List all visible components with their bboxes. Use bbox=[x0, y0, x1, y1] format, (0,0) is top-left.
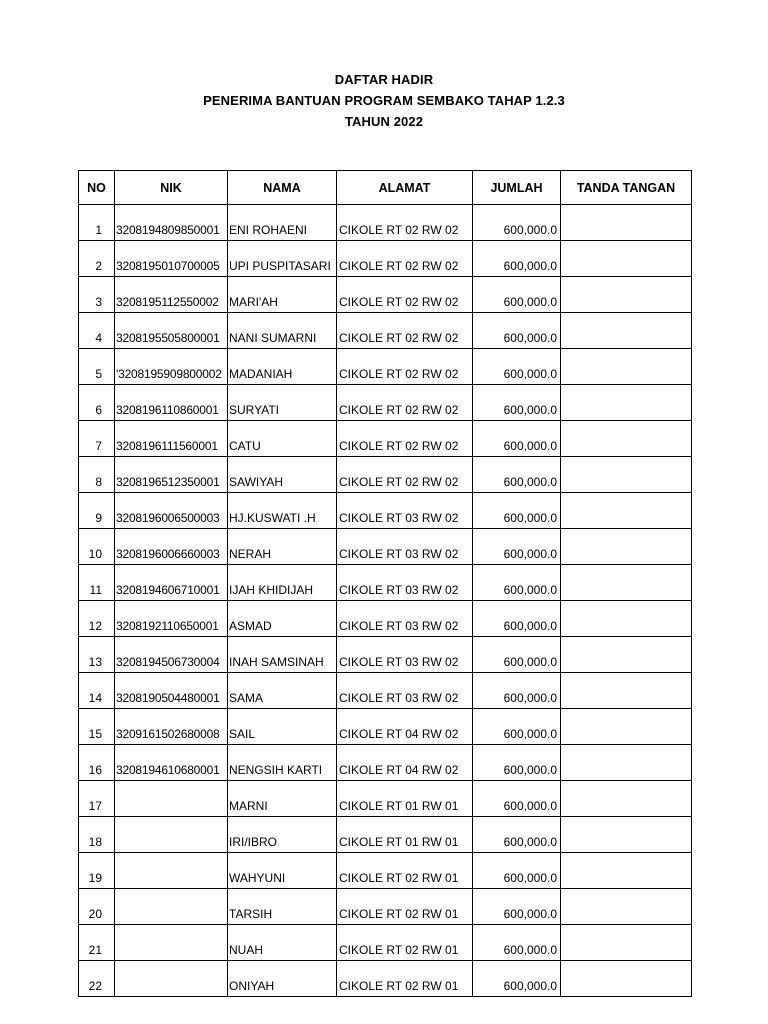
row-nik: 3208194606710001 bbox=[115, 565, 228, 601]
row-no: 21 bbox=[79, 925, 115, 961]
row-nik: '3208195909800002 bbox=[115, 349, 228, 385]
row-nik bbox=[115, 889, 228, 925]
row-alamat: CIKOLE RT 03 RW 02 bbox=[337, 565, 473, 601]
table-row bbox=[79, 529, 692, 565]
row-no: 6 bbox=[79, 385, 115, 421]
row-tanda-tangan bbox=[561, 205, 692, 241]
row-nama: NENGSIH KARTI bbox=[228, 745, 337, 781]
row-alamat: CIKOLE RT 02 RW 02 bbox=[337, 385, 473, 421]
row-nama: SURYATI bbox=[228, 385, 337, 421]
table-row bbox=[79, 817, 692, 853]
table-row bbox=[79, 709, 692, 745]
row-nama: SAIL bbox=[228, 709, 337, 745]
row-nik: 3208194809850001 bbox=[115, 205, 228, 241]
row-jumlah: 600,000.0 bbox=[473, 421, 561, 457]
row-no: 17 bbox=[79, 781, 115, 817]
row-nik: 3208195010700005 bbox=[115, 241, 228, 277]
row-jumlah: 600,000.0 bbox=[473, 709, 561, 745]
row-nik bbox=[115, 925, 228, 961]
row-nama: UPI PUSPITASARI bbox=[228, 241, 337, 277]
row-alamat: CIKOLE RT 01 RW 01 bbox=[337, 781, 473, 817]
table-row bbox=[79, 961, 692, 997]
row-alamat: CIKOLE RT 04 RW 02 bbox=[337, 745, 473, 781]
row-nik: 3208196006500003 bbox=[115, 493, 228, 529]
row-no: 12 bbox=[79, 601, 115, 637]
header-nik: NIK bbox=[115, 171, 228, 205]
row-nik: 3208196110860001 bbox=[115, 385, 228, 421]
row-nik: 3208195112550002 bbox=[115, 277, 228, 313]
row-nama: NERAH bbox=[228, 529, 337, 565]
row-alamat: CIKOLE RT 03 RW 02 bbox=[337, 637, 473, 673]
row-tanda-tangan bbox=[561, 961, 692, 997]
row-nik bbox=[115, 817, 228, 853]
title-line-1: DAFTAR HADIR bbox=[334, 72, 434, 87]
row-no: 18 bbox=[79, 817, 115, 853]
table-row bbox=[79, 601, 692, 637]
row-nama: TARSIH bbox=[228, 889, 337, 925]
row-tanda-tangan bbox=[561, 745, 692, 781]
row-tanda-tangan bbox=[561, 349, 692, 385]
row-jumlah: 600,000.0 bbox=[473, 673, 561, 709]
row-tanda-tangan bbox=[561, 673, 692, 709]
row-no: 2 bbox=[79, 241, 115, 277]
row-jumlah: 600,000.0 bbox=[473, 601, 561, 637]
row-no: 20 bbox=[79, 889, 115, 925]
table-row bbox=[79, 673, 692, 709]
row-nama: MARNI bbox=[228, 781, 337, 817]
table-row bbox=[79, 457, 692, 493]
row-jumlah: 600,000.0 bbox=[473, 853, 561, 889]
table-row bbox=[79, 853, 692, 889]
row-jumlah: 600,000.0 bbox=[473, 313, 561, 349]
row-jumlah: 600,000.0 bbox=[473, 565, 561, 601]
row-alamat: CIKOLE RT 02 RW 01 bbox=[337, 853, 473, 889]
row-nik: 3208194506730004 bbox=[115, 637, 228, 673]
row-nik bbox=[115, 961, 228, 997]
document-header bbox=[0, 69, 768, 132]
row-alamat: CIKOLE RT 03 RW 02 bbox=[337, 601, 473, 637]
table-row bbox=[79, 349, 692, 385]
row-nama: INAH SAMSINAH bbox=[228, 637, 337, 673]
table-row bbox=[79, 565, 692, 601]
row-nama: ENI ROHAENI bbox=[228, 205, 337, 241]
table-row bbox=[79, 889, 692, 925]
row-jumlah: 600,000.0 bbox=[473, 241, 561, 277]
table-row bbox=[79, 925, 692, 961]
row-alamat: CIKOLE RT 03 RW 02 bbox=[337, 493, 473, 529]
row-nama: IJAH KHIDIJAH bbox=[228, 565, 337, 601]
header-alamat: ALAMAT bbox=[337, 171, 473, 205]
table-row bbox=[79, 781, 692, 817]
row-nama: ONIYAH bbox=[228, 961, 337, 997]
row-jumlah: 600,000.0 bbox=[473, 349, 561, 385]
row-jumlah: 600,000.0 bbox=[473, 961, 561, 997]
row-nama: IRI/IBRO bbox=[228, 817, 337, 853]
table-row bbox=[79, 241, 692, 277]
row-nama: WAHYUNI bbox=[228, 853, 337, 889]
row-no: 5 bbox=[79, 349, 115, 385]
title-line-2: PENERIMA BANTUAN PROGRAM SEMBAKO TAHAP 1.2.3 bbox=[203, 93, 565, 108]
row-nik: 3208190504480001 bbox=[115, 673, 228, 709]
row-alamat: CIKOLE RT 02 RW 02 bbox=[337, 349, 473, 385]
row-nik: 3209161502680008 bbox=[115, 709, 228, 745]
row-alamat: CIKOLE RT 02 RW 01 bbox=[337, 961, 473, 997]
row-jumlah: 600,000.0 bbox=[473, 817, 561, 853]
row-nama: MARI'AH bbox=[228, 277, 337, 313]
row-no: 16 bbox=[79, 745, 115, 781]
row-tanda-tangan bbox=[561, 277, 692, 313]
row-alamat: CIKOLE RT 02 RW 02 bbox=[337, 457, 473, 493]
row-nik bbox=[115, 781, 228, 817]
row-no: 15 bbox=[79, 709, 115, 745]
row-alamat: CIKOLE RT 02 RW 01 bbox=[337, 889, 473, 925]
row-no: 14 bbox=[79, 673, 115, 709]
row-jumlah: 600,000.0 bbox=[473, 385, 561, 421]
row-nama: MADANIAH bbox=[228, 349, 337, 385]
table-row bbox=[79, 421, 692, 457]
header-tanda-tangan: TANDA TANGAN bbox=[561, 171, 692, 205]
row-jumlah: 600,000.0 bbox=[473, 457, 561, 493]
title-line-3: TAHUN 2022 bbox=[344, 114, 424, 129]
row-no: 22 bbox=[79, 961, 115, 997]
row-jumlah: 600,000.0 bbox=[473, 781, 561, 817]
row-nama: NUAH bbox=[228, 925, 337, 961]
row-tanda-tangan bbox=[561, 457, 692, 493]
row-alamat: CIKOLE RT 02 RW 01 bbox=[337, 925, 473, 961]
row-tanda-tangan bbox=[561, 925, 692, 961]
row-alamat: CIKOLE RT 02 RW 02 bbox=[337, 205, 473, 241]
row-nik: 3208196512350001 bbox=[115, 457, 228, 493]
row-no: 1 bbox=[79, 205, 115, 241]
row-nik: 3208195505800001 bbox=[115, 313, 228, 349]
row-tanda-tangan bbox=[561, 601, 692, 637]
row-alamat: CIKOLE RT 02 RW 02 bbox=[337, 277, 473, 313]
row-nik bbox=[115, 853, 228, 889]
row-tanda-tangan bbox=[561, 529, 692, 565]
row-jumlah: 600,000.0 bbox=[473, 637, 561, 673]
row-nik: 3208196111560001 bbox=[115, 421, 228, 457]
row-tanda-tangan bbox=[561, 889, 692, 925]
row-tanda-tangan bbox=[561, 313, 692, 349]
row-alamat: CIKOLE RT 02 RW 02 bbox=[337, 421, 473, 457]
row-no: 3 bbox=[79, 277, 115, 313]
table-row bbox=[79, 205, 692, 241]
row-tanda-tangan bbox=[561, 637, 692, 673]
table-row bbox=[79, 637, 692, 673]
row-no: 9 bbox=[79, 493, 115, 529]
row-no: 4 bbox=[79, 313, 115, 349]
table-row bbox=[79, 277, 692, 313]
table-row bbox=[79, 385, 692, 421]
row-jumlah: 600,000.0 bbox=[473, 493, 561, 529]
row-no: 19 bbox=[79, 853, 115, 889]
table-row bbox=[79, 493, 692, 529]
row-nama: ASMAD bbox=[228, 601, 337, 637]
header-jumlah: JUMLAH bbox=[473, 171, 561, 205]
row-jumlah: 600,000.0 bbox=[473, 205, 561, 241]
row-tanda-tangan bbox=[561, 421, 692, 457]
row-nama: NANI SUMARNI bbox=[228, 313, 337, 349]
table-row bbox=[79, 745, 692, 781]
table-row bbox=[79, 313, 692, 349]
row-alamat: CIKOLE RT 02 RW 02 bbox=[337, 241, 473, 277]
row-alamat: CIKOLE RT 03 RW 02 bbox=[337, 529, 473, 565]
row-jumlah: 600,000.0 bbox=[473, 745, 561, 781]
row-alamat: CIKOLE RT 04 RW 02 bbox=[337, 709, 473, 745]
row-tanda-tangan bbox=[561, 385, 692, 421]
row-nik: 3208192110650001 bbox=[115, 601, 228, 637]
row-nik: 3208196006660003 bbox=[115, 529, 228, 565]
row-jumlah: 600,000.0 bbox=[473, 925, 561, 961]
row-tanda-tangan bbox=[561, 817, 692, 853]
row-nik: 3208194610680001 bbox=[115, 745, 228, 781]
row-no: 8 bbox=[79, 457, 115, 493]
row-tanda-tangan bbox=[561, 565, 692, 601]
row-alamat: CIKOLE RT 03 RW 02 bbox=[337, 673, 473, 709]
row-nama: SAMA bbox=[228, 673, 337, 709]
row-no: 10 bbox=[79, 529, 115, 565]
row-jumlah: 600,000.0 bbox=[473, 889, 561, 925]
header-no: NO bbox=[79, 171, 115, 205]
row-no: 11 bbox=[79, 565, 115, 601]
row-alamat: CIKOLE RT 02 RW 02 bbox=[337, 313, 473, 349]
row-no: 13 bbox=[79, 637, 115, 673]
row-nama: CATU bbox=[228, 421, 337, 457]
row-tanda-tangan bbox=[561, 709, 692, 745]
row-jumlah: 600,000.0 bbox=[473, 529, 561, 565]
attendance-table bbox=[78, 170, 692, 997]
row-nama: SAWIYAH bbox=[228, 457, 337, 493]
row-alamat: CIKOLE RT 01 RW 01 bbox=[337, 817, 473, 853]
header-nama: NAMA bbox=[228, 171, 337, 205]
row-tanda-tangan bbox=[561, 241, 692, 277]
table-header-row bbox=[79, 171, 692, 205]
row-jumlah: 600,000.0 bbox=[473, 277, 561, 313]
row-tanda-tangan bbox=[561, 493, 692, 529]
row-nama: HJ.KUSWATI .H bbox=[228, 493, 337, 529]
table-body bbox=[79, 205, 692, 997]
row-no: 7 bbox=[79, 421, 115, 457]
row-tanda-tangan bbox=[561, 781, 692, 817]
row-tanda-tangan bbox=[561, 853, 692, 889]
